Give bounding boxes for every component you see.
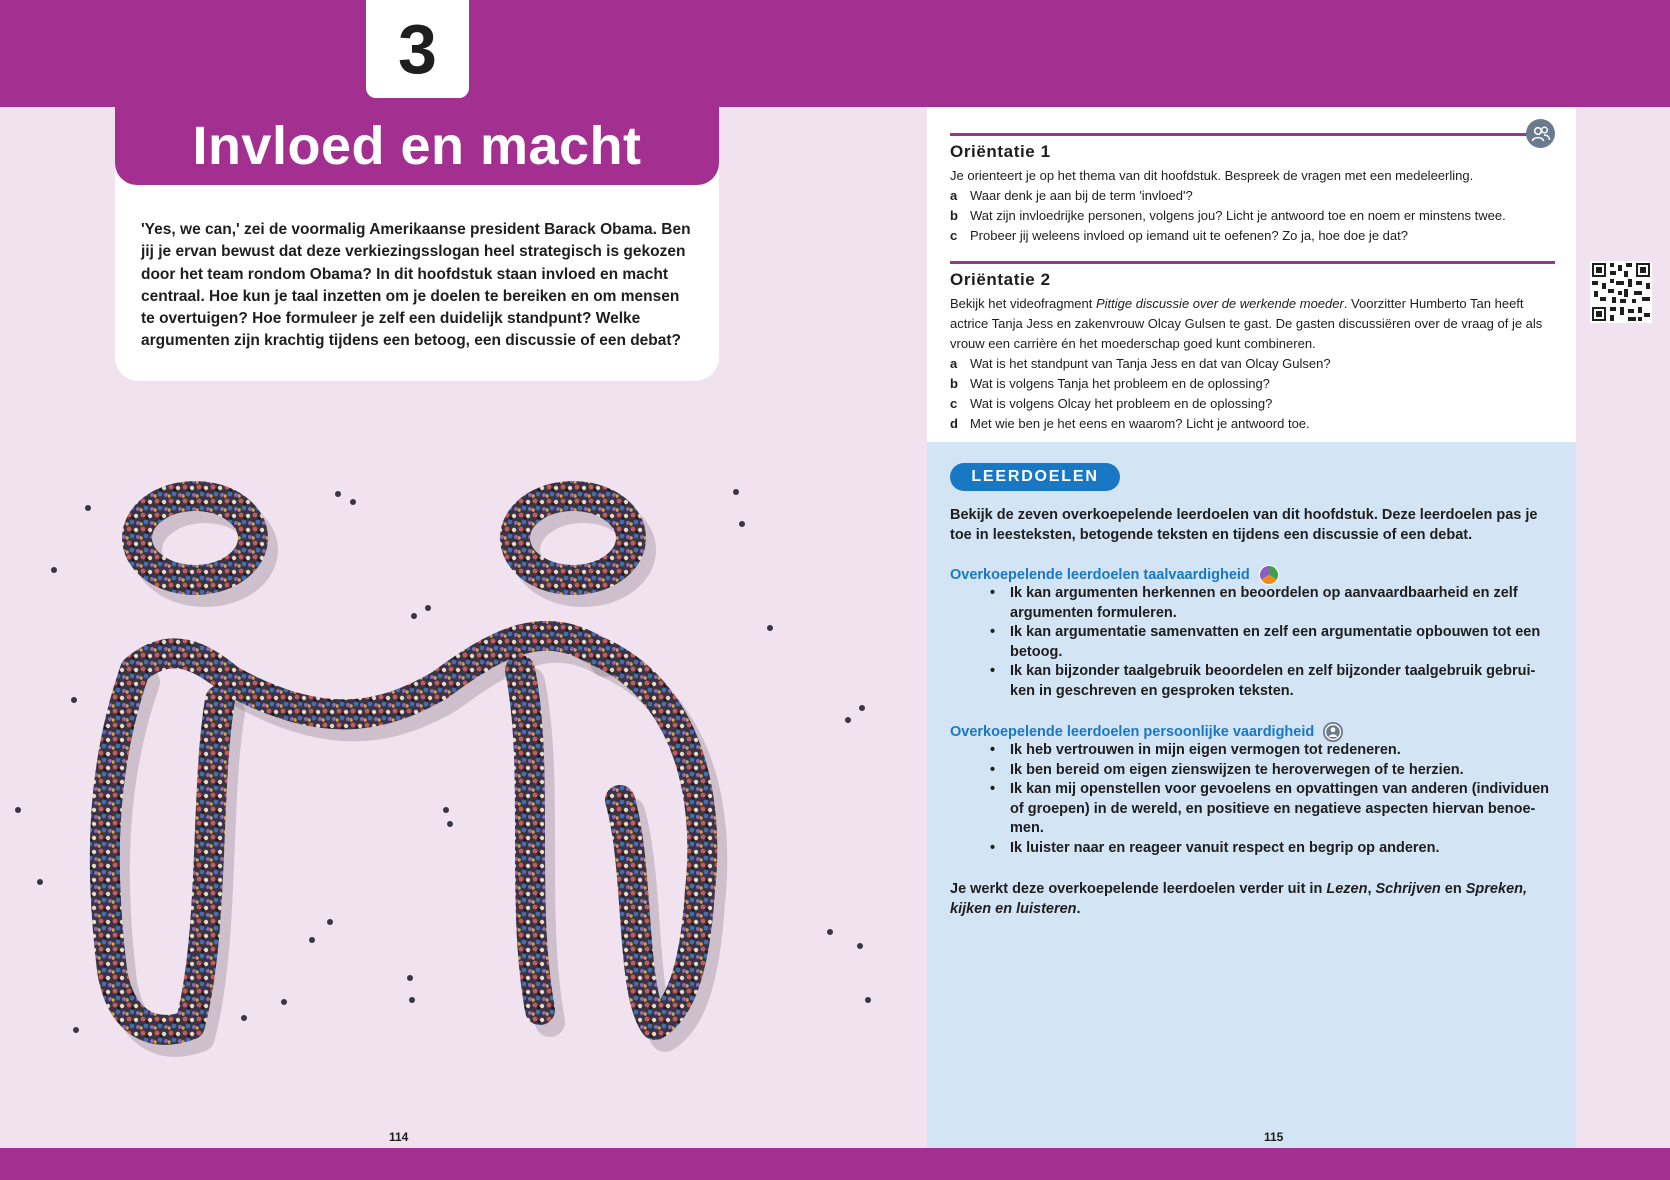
orientatie2-rule <box>950 261 1555 264</box>
list-item: • Ik ben bereid om eigen zienswijzen te heroverwegen of te herzien. <box>990 761 1560 781</box>
orientatie2 <box>950 270 1560 434</box>
page-number-right: 115 <box>1264 1130 1284 1144</box>
learning-goals-outro: Je werkt deze overkoepelende leerdoelen verder uit in Lezen, Schrijven en Spreken, kijken en luisteren. <box>950 881 1528 917</box>
page-number-left: 114 <box>389 1130 409 1144</box>
list-item: • Ik kan argumenten herkennen en beoordelen op aanvaardbaarheid en zelf argumenten formuleren. <box>990 584 1560 623</box>
taal-goals-heading: Overkoepelende leerdoelen taalvaardigheid <box>950 564 1280 586</box>
crowd-handshake-illustration <box>0 470 900 1090</box>
list-item: • Ik kan bijzonder taalgebruik beoordelen en zelf bijzonder taalgebruik gebrui-ken in geschreven en gesproken teksten. <box>990 662 1560 701</box>
video-qr-code[interactable] <box>1590 261 1652 323</box>
person-circle-icon <box>1322 721 1344 743</box>
orientatie2-intro: Bekijk het videofragment Pittige discussie over de werkende moeder. Voorzitter Humberto Tan heeft actrice Tanja Jess en zakenvrouw Olcay Gulsen te gast. De gasten discussiëren over de vraag of je als vrouw een carrière én het moederschap goed kunt combineren. <box>950 296 1543 351</box>
orientatie2-questions <box>950 354 1560 434</box>
persoonlijk-goals-list <box>990 741 1560 859</box>
orientatie2-title: Oriëntatie 2 <box>950 270 1051 289</box>
chapter-intro: 'Yes, we can,' zei de voormalig Amerikaanse president Barack Obama. Ben jij je ervan bewust dat deze verkiezingsslogan heel strategisch is gekozen door het team rondom Obama? In dit hoofdstuk staan invloed en macht centraal. Hoe kun je taal inzetten om je doelen te bereiken en om mensen te overtuigen? Hoe formuleer je zelf een duidelijk standpunt? Welke argumenten zijn krachtig tijdens een betoog, een discussie of een debat? <box>141 221 691 350</box>
persoonlijk-goals-heading: Overkoepelende leerdoelen persoonlijke vaardigheid <box>950 721 1344 743</box>
learning-goals-intro: Bekijk de zeven overkoepelende leerdoelen van dit hoofdstuk. Deze leerdoelen pas je toe in leesteksten, betogende teksten en tijdens een discussie of een debat. <box>950 507 1538 543</box>
chapter-title: Invloed en macht <box>192 116 642 176</box>
list-item: • Ik heb vertrouwen in mijn eigen vermogen tot redeneren. <box>990 741 1560 761</box>
list-item: c Probeer jij weleens invloed op iemand uit te oefenen? Zo ja, hoe doe je dat? <box>950 228 1408 243</box>
orientatie1-rule <box>950 133 1528 136</box>
taal-goals-list <box>990 584 1560 702</box>
list-item: b Wat zijn invloedrijke personen, volgens jou? Licht je antwoord toe en noem er minstens twee. <box>950 208 1506 223</box>
list-item: a Wat is het standpunt van Tanja Jess en dat van Olcay Gulsen? <box>950 356 1331 371</box>
bottom-band <box>0 1148 1670 1180</box>
list-item: • Ik kan argumentatie samenvatten en zelf een argumentatie opbouwen tot een betoog. <box>990 623 1560 662</box>
orientatie1-title: Oriëntatie 1 <box>950 142 1051 161</box>
list-item: d Met wie ben je het eens en waarom? Licht je antwoord toe. <box>950 416 1310 431</box>
chapter-number: 3 <box>366 0 469 98</box>
list-item: • Ik kan mij openstellen voor gevoelens en opvattingen van anderen (individuen of groepen) in de wereld, en positieve en negatieve aspecten hiervan benoe-men. <box>990 780 1560 839</box>
orientatie1-instruction: Je orienteert je op het thema van dit hoofdstuk. Bespreek de vragen met een medeleerling. <box>950 168 1474 183</box>
learning-goals-badge: LEERDOELEN <box>950 463 1120 491</box>
list-item: • Ik luister naar en reageer vanuit respect en begrip op anderen. <box>990 839 1560 859</box>
orientatie1-questions <box>950 186 1560 246</box>
chapter-title-bar <box>115 107 719 185</box>
video-title: Pittige discussie over de werkende moeder <box>1095 296 1344 311</box>
skills-pie-icon <box>1258 564 1280 586</box>
list-item: c Wat is volgens Olcay het probleem en de oplossing? <box>950 396 1273 411</box>
top-band <box>0 0 1670 107</box>
orientatie1 <box>950 142 1560 246</box>
list-item: a Waar denk je aan bij de term 'invloed'? <box>950 188 1193 203</box>
list-item: b Wat is volgens Tanja het probleem en de oplossing? <box>950 376 1270 391</box>
